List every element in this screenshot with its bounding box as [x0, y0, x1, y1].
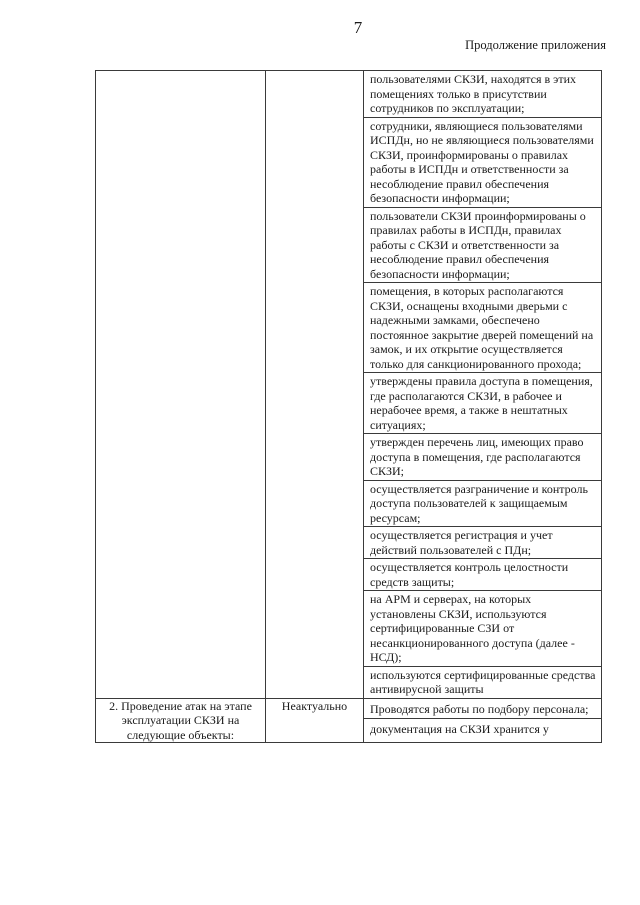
table-row	[96, 698, 602, 743]
measures-cell	[364, 71, 602, 699]
measures-cell	[364, 698, 602, 743]
page-number: 7	[353, 18, 363, 37]
threat-object-cell	[96, 71, 266, 699]
measure-entry: сотрудники, являющиеся пользователями ИСПДн, но не являющиеся пользователями СКЗИ, проинформированы о правилах работы в ИСПДн и ответственности за несоблюдение правил обеспечения безопасности информации;	[364, 117, 601, 207]
measure-entry: используются сертифицированные средства антивирусной защиты	[364, 666, 601, 698]
measure-entry: на АРМ и серверах, на которых установлены СКЗИ, используются сертифицированные СЗИ от несанкционированного доступа (далее - НСД);	[364, 590, 601, 666]
measure-entry: пользователями СКЗИ, находятся в этих помещениях только в присутствии сотрудников по эксплуатации;	[370, 72, 576, 115]
measure-entry: осуществляется контроль целостности средств защиты;	[364, 558, 601, 590]
measure-entry: утверждены правила доступа в помещения, где располагаются СКЗИ, в рабочее и нерабочее время, а также в нештатных ситуациях;	[364, 372, 601, 433]
measure-entry: документация на СКЗИ хранится у	[364, 718, 601, 739]
measure-entry: Проводятся работы по подбору персонала;	[370, 701, 589, 716]
continuation-label: Продолжение приложения	[465, 38, 606, 52]
measure-entry: осуществляется регистрация и учет действий пользователей с ПДн;	[364, 526, 601, 558]
threat-object-cell: 2. Проведение атак на этапе эксплуатации СКЗИ на следующие объекты:	[96, 698, 266, 743]
measure-entry: утвержден перечень лиц, имеющих право доступа в помещения, где располагаются СКЗИ;	[364, 433, 601, 480]
table-row	[96, 71, 602, 699]
relevance-cell	[266, 71, 364, 699]
measure-entry: помещения, в которых располагаются СКЗИ, оснащены входными дверьми с надежными замками, обеспечено постоянное закрытие дверей помещений на замок, и их открытие осуществляется только для санкционированного прохода;	[364, 282, 601, 372]
measure-entry: осуществляется разграничение и контроль доступа пользователей к защищаемым ресурсам;	[364, 480, 601, 527]
relevance-cell: Неактуально	[266, 698, 364, 743]
measure-entry: пользователи СКЗИ проинформированы о правилах работы в ИСПДн, правилах работы с СКЗИ и ответственности за несоблюдение правил обеспечения безопасности информации;	[364, 207, 601, 283]
measures-table	[95, 70, 602, 743]
